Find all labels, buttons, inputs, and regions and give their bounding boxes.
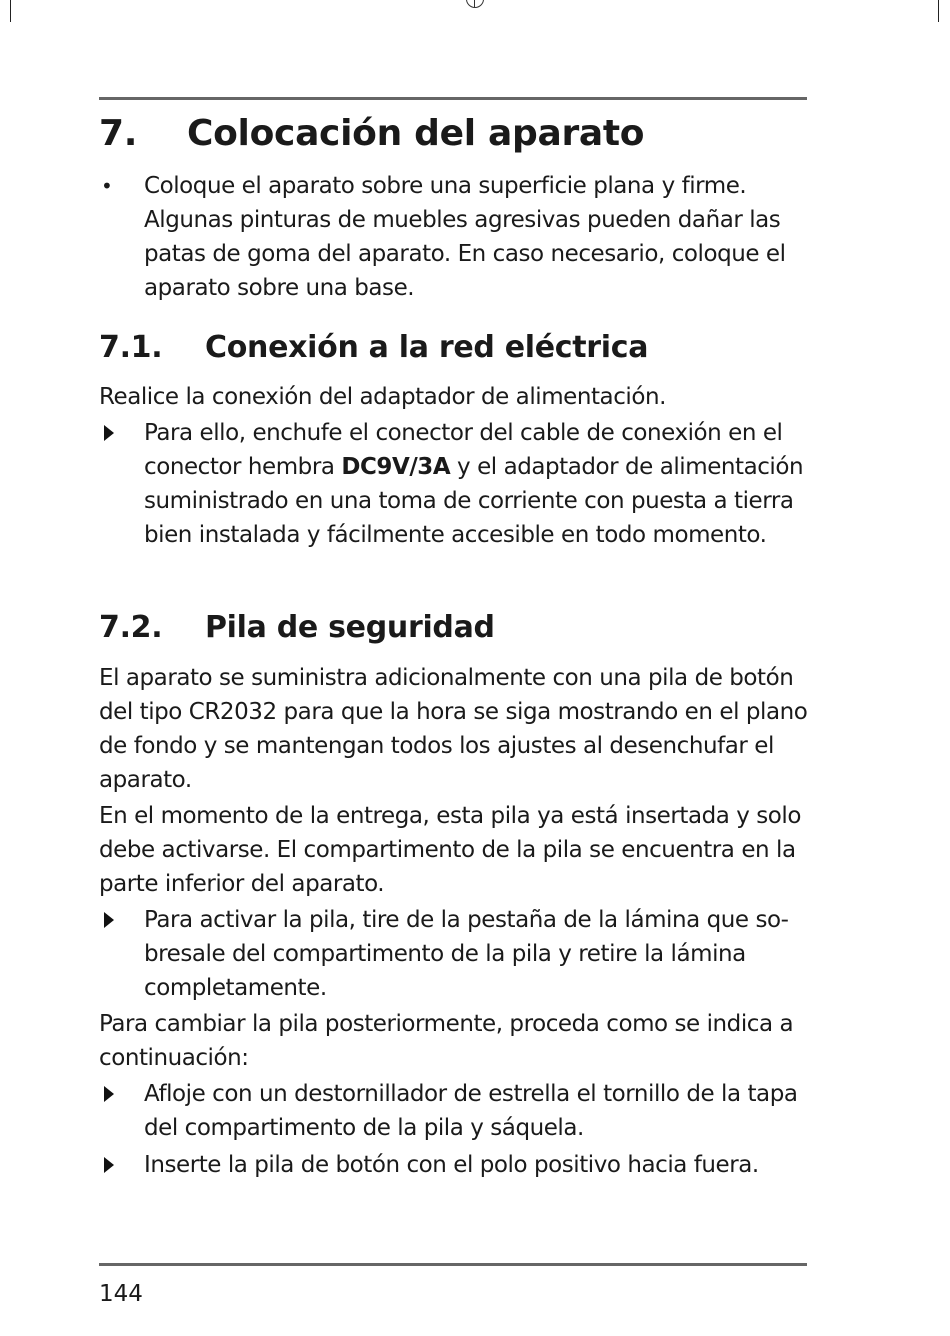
- arrow-right-icon: [99, 903, 129, 938]
- arrow-right-icon: [99, 1148, 129, 1183]
- subsection-title: Pila de seguridad: [205, 610, 495, 645]
- paragraph: En el momento de la entrega, esta pila ya está insertada y solo debe activarse. El compartimento de la pila se encuentra en la parte inferior del aparato.: [99, 803, 801, 897]
- top-rule: [99, 97, 807, 100]
- paragraph: Para cambiar la pila posteriormente, proceda como se indica a continuación:: [99, 1011, 794, 1071]
- bullet-dot-icon: •: [101, 174, 113, 198]
- bullet-text: Coloque el aparato sobre una superficie plana y firme. Algunas pinturas de muebles agresivas pueden dañar las patas de goma del aparato. En caso necesario, coloque el aparato sobre una base.: [144, 173, 786, 301]
- registration-mark-icon: [466, 0, 484, 8]
- subsection-number: 7.1.: [99, 330, 163, 365]
- step-text-part: Para ello, enchufe el conector del cable de conexión en el conector hembra: [144, 420, 783, 480]
- crop-mark-right: [938, 0, 939, 22]
- section-number: 7.: [99, 113, 138, 154]
- instruction-step: [99, 903, 811, 1005]
- list-item: [99, 169, 811, 305]
- instruction-step: [99, 1077, 811, 1145]
- page-number: 144: [99, 1281, 143, 1307]
- instruction-step: [99, 416, 811, 552]
- crop-mark-left: [10, 0, 11, 22]
- connector-label: DC9V/3A: [341, 454, 451, 480]
- step-text: Inserte la pila de botón con el polo positivo hacia fuera.: [144, 1152, 759, 1178]
- step-text-part: y el adaptador de alimentación suministrado en una toma de corriente con puesta a tierra bien instalada y fácilmente accesible en todo momento.: [144, 454, 804, 548]
- step-text: Afloje con un destornillador de estrella el tornillo de la tapa del compartimento de la pila y sáquela.: [144, 1081, 798, 1141]
- step-text: [99, 416, 811, 552]
- section-title: Colocación del aparato: [187, 113, 645, 154]
- paragraph: Realice la conexión del adaptador de alimentación.: [99, 384, 666, 410]
- instruction-step: [99, 1148, 811, 1182]
- bottom-rule: [99, 1263, 807, 1266]
- subsection-number: 7.2.: [99, 610, 163, 645]
- paragraph: El aparato se suministra adicionalmente con una pila de botón del tipo CR2032 para que la hora se siga mostrando en el plano de fondo y se mantengan todos los ajustes al desenchufar el aparato.: [99, 665, 808, 793]
- arrow-right-icon: [99, 416, 129, 451]
- step-text: Para activar la pila, tire de la pestaña de la lámina que sobresale del compartimento de la pila y retire la lámina completamente.: [144, 907, 789, 1001]
- subsection-heading-power: [99, 328, 648, 368]
- arrow-right-icon: [99, 1077, 129, 1112]
- section-heading: [99, 110, 644, 158]
- subsection-title: Conexión a la red eléctrica: [205, 330, 649, 365]
- subsection-heading-battery: [99, 608, 495, 648]
